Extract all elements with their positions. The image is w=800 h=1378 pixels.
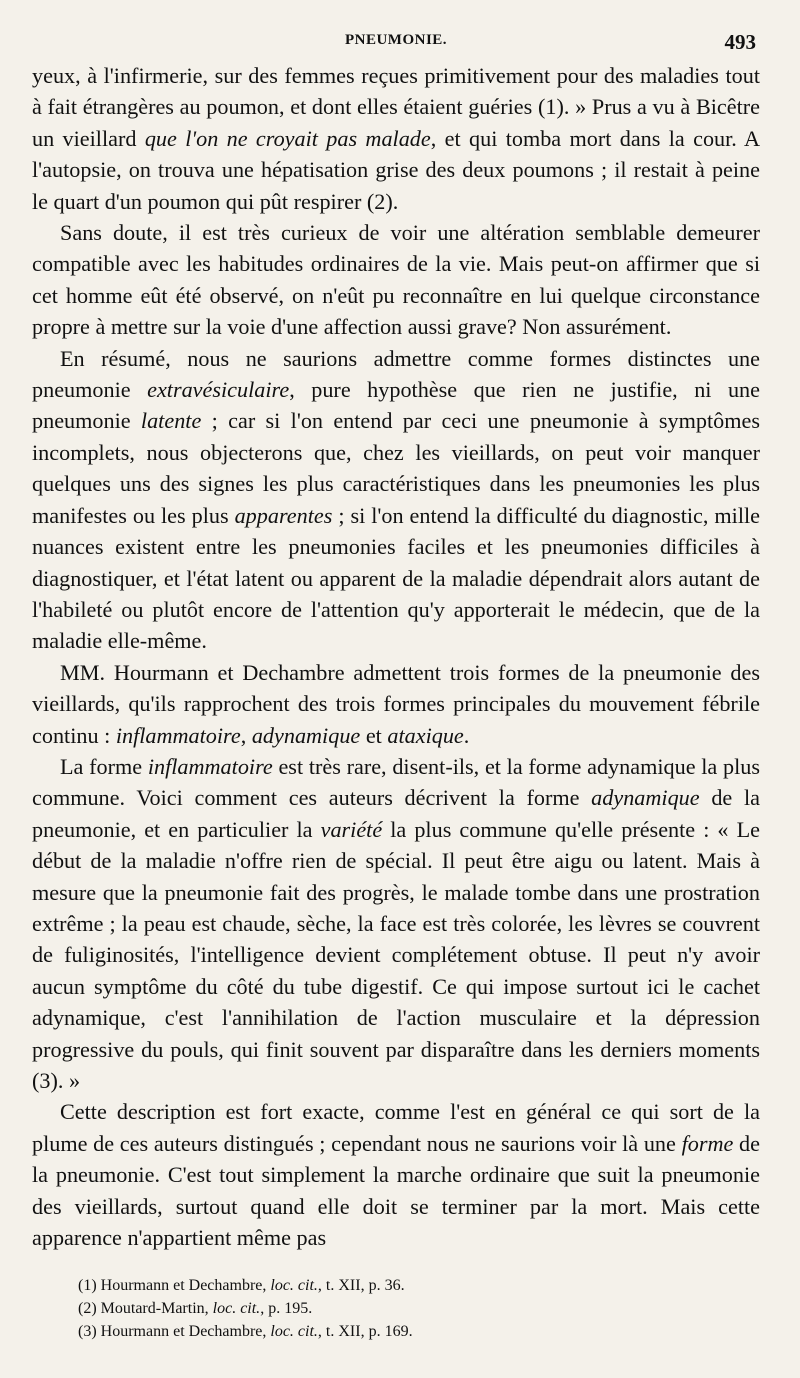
text-run: , <box>240 722 252 748</box>
italic-text: extravésiculaire <box>147 377 290 403</box>
text-run: , pure hypothèse que rien ne justifie, ni une pneumonie <box>32 377 761 434</box>
text-run: de la pneumonie. C'est tout simplement la marche ordinaire que suit la pneumonie des vieillards, surtout quand elle doit se terminer par la mort. Mais cette apparence n'appartient même pas <box>32 1130 760 1251</box>
italic-text: loc. cit. <box>270 1277 318 1294</box>
text-run: La forme <box>60 753 148 779</box>
paragraph <box>32 657 760 751</box>
text-run: ; car si l'on entend par ceci une pneumonie à symptômes incomplets, nous objecterons que, chez les vieillards, on peut voir manquer quelques uns des signes les plus caractéristiques dans les pneumonies les plus manifestes ou les plus <box>32 408 760 528</box>
page-header <box>32 0 760 66</box>
page-number: 493 <box>724 30 756 54</box>
text-run: , et qui tomba mort dans la cour. A l'autopsie, on trouva une hépatisation grise des deux poumons ; il restait à peine le quart d'un poumon qui pût respirer (2). <box>32 125 760 214</box>
paragraph <box>32 1096 760 1253</box>
text-run: est très rare, disent-ils, et la forme adynamique la plus commune. Voici comment ces auteurs décrivent la forme <box>32 753 760 811</box>
text-run: , t. XII, p. 36. <box>317 1277 405 1294</box>
paragraph <box>32 751 760 1096</box>
italic-text: forme <box>681 1130 734 1156</box>
text-run: . <box>463 722 470 748</box>
text-run: (3) Hourmann et Dechambre, <box>78 1323 271 1340</box>
footnote <box>78 1320 413 1343</box>
text-run: Sans doute, il est très curieux de voir une altération semblable demeurer compatible avec les habitudes ordinaires de la vie. Mais peut-on affirmer que si cet homme eût été observé, on n'eût pu reconnaître en lui quelque circonstance propre à mettre sur la voie d'une affection aussi grave? Non assurément. <box>32 220 760 340</box>
text-run: la plus commune qu'elle présente : « Le début de la maladie n'offre rien de spécial. Il peut être aigu ou latent. Mais à mesure que la pneumonie fait des progrès, le malade tombe dans une prostration extrême ; la peau est chaude, sèche, la face est très colorée, les lèvres se couvrent de fuliginosités, l'intelligence devient complétement obtuse. Il peut n'y avoir aucun symptôme du côté du tube digestif. Ce qui impose surtout ici le cachet adynamique, c'est l'annihilation de l'action musculaire et la dépression progressive du pouls, qui finit souvent par disparaître dans les derniers moments (3). » <box>32 816 760 1093</box>
text-run: , p. 195. <box>260 1300 313 1317</box>
running-title: PNEUMONIE. <box>344 32 448 48</box>
footnote <box>78 1274 413 1297</box>
text-run: de la pneumonie, et en particulier la <box>32 785 760 842</box>
italic-text: loc. cit. <box>270 1323 318 1340</box>
text-run: yeux, à l'infirmerie, sur des femmes reçues primitivement pour des maladies tout à fait étrangères au poumon, et dont elles étaient guéries (1). » Prus a vu à Bicêtre un vieillard <box>32 63 760 151</box>
text-run: ; si l'on entend la difficulté du diagnostic, mille nuances existent entre les pneumonies faciles et les pneumonies difficiles à diagnostiquer, et l'état latent ou apparent de la maladie dépendrait alors autant de l'habileté ou plutôt encore de l'attention qu'y apporterait le médecin, que de la maladie elle-même. <box>32 502 760 654</box>
text-run: MM. Hourmann et Dechambre admettent trois formes de la pneumonie des vieillards, qu'ils rapprochent des trois formes principales du mouvement fébrile continu : <box>32 659 760 748</box>
italic-text: adynamique <box>251 722 361 748</box>
italic-text: apparentes <box>234 502 333 528</box>
text-run: , t. XII, p. 169. <box>317 1323 413 1340</box>
text-run: (2) Moutard-Martin, <box>78 1300 213 1317</box>
paragraph <box>32 343 760 657</box>
text-run: En résumé, nous ne saurions admettre comme formes distinctes une pneumonie <box>32 345 760 403</box>
italic-text: adynamique <box>591 785 700 811</box>
text-run: et <box>360 722 388 748</box>
footnote <box>78 1297 413 1320</box>
text-run: (1) Hourmann et Dechambre, <box>78 1277 271 1294</box>
paragraph <box>32 217 760 343</box>
italic-text: loc. cit. <box>212 1300 261 1317</box>
footnotes <box>78 1274 413 1343</box>
italic-text: variété <box>320 816 383 842</box>
text-run: Cette description est fort exacte, comme l'est en général ce qui sort de la plume de ces auteurs distingués ; cependant nous ne saurions voir là une <box>32 1099 760 1156</box>
italic-text: latente <box>140 408 202 434</box>
italic-text: que l'on ne croyait pas malade <box>144 125 431 151</box>
italic-text: inflammatoire <box>115 722 241 748</box>
italic-text: ataxique <box>387 722 464 748</box>
body-text <box>32 60 760 1253</box>
paragraph <box>32 60 760 217</box>
italic-text: inflammatoire <box>147 753 273 779</box>
